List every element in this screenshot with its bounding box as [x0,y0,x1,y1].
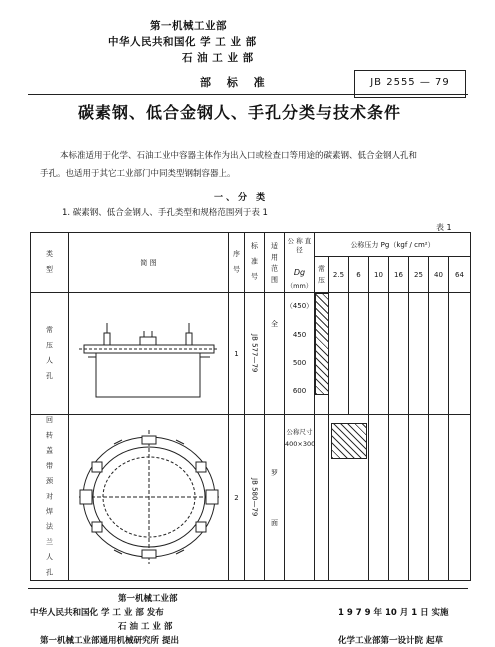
intro-line-1: 本标准适用于化学、石油工业中容器主体作为出入口或检查口等用途的碳素钢、低合金钢人孔和 [60,151,418,161]
header-seq: 序 号 [229,233,245,293]
header-pressure-10: 10 [369,257,389,293]
row2-dims: 公称尺寸 400×300 [285,415,315,581]
footer-issuer-2: 中华人民共和国化 学 工 业 部 发布 [30,608,164,618]
row1-range: 全 [265,293,285,415]
row2-hatch [331,423,367,459]
footer-publisher: 化学工业部第一设计院 起草 [338,636,443,646]
header-type: 类 型 [31,233,69,293]
issuer-line-3: 石 油 工 业 部 [182,52,254,64]
header-pressure-16: 16 [389,257,409,293]
header-pressure-40: 40 [429,257,449,293]
row2-pressure-cell [329,415,369,581]
table-label: 表 1 [436,223,452,232]
header-std-no: 标 准 号 [245,233,265,293]
header-pressure-25: 25 [409,257,429,293]
standard-type: 部 标 准 [200,76,271,89]
classification-table [30,232,471,581]
header-pressure-6: 6 [349,257,369,293]
manhole-section-drawing [74,303,224,403]
footer-date: 1 9 7 9 年 10 月 1 日 实施 [338,608,449,618]
header-diagram: 简 图 [69,233,229,293]
row1-type: 常 压 人 孔 [31,293,69,415]
table-row [31,293,471,415]
header-nominal-dia: 公 称 直 径 Dg （mm） [285,233,315,293]
row2-range: 罗 面 [265,415,285,581]
section-heading: 一、分 类 [214,193,269,203]
row2-type: 回 转 盖 带 颈 对 焊 法 兰 人 孔 [31,415,69,581]
row1-hatch [315,293,329,395]
header-range: 适 用 范 围 [265,233,285,293]
table-row [31,415,471,581]
row1-normal-pressure-cell [315,293,329,415]
header-pressure: 公称压力 Pg（kgf / cm²） [315,233,471,257]
row1-seq: 1 [229,293,245,415]
row1-diagram [69,293,229,415]
footer-proposer: 第一机械工业部通用机械研究所 提出 [40,636,179,646]
issuer-line-2: 中华人民共和国化 学 工 业 部 [108,36,257,48]
footer-issuer-1: 第一机械工业部 [118,594,178,604]
footer-rule [28,588,468,589]
row2-seq: 2 [229,415,245,581]
hinged-manhole-plan-drawing [74,422,224,572]
document-title: 碳素钢、低合金钢人、手孔分类与技术条件 [78,103,402,122]
issuer-line-1: 第一机械工业部 [150,20,227,32]
row1-dims: （450） 450 500 600 [285,293,315,415]
header-rule [28,94,468,95]
footer-issuer-3: 石 油 工 业 部 [118,622,173,632]
section-item-1: 1. 碳素钢、低合金钢人、手孔类型和规格范围列于表 1 [62,208,268,218]
header-pressure-64: 64 [449,257,471,293]
header-pressure-2-5: 2.5 [329,257,349,293]
intro-line-2: 手孔。也适用于其它工业部门中同类型钢制容器上。 [40,169,236,179]
row1-std-no: JB 577—79 [245,293,265,415]
standard-number: JB 2555 — 79 [370,77,450,88]
row2-std-no: JB 580—79 [245,415,265,581]
header-normal-pressure: 常 压 [315,257,329,293]
row2-diagram [69,415,229,581]
